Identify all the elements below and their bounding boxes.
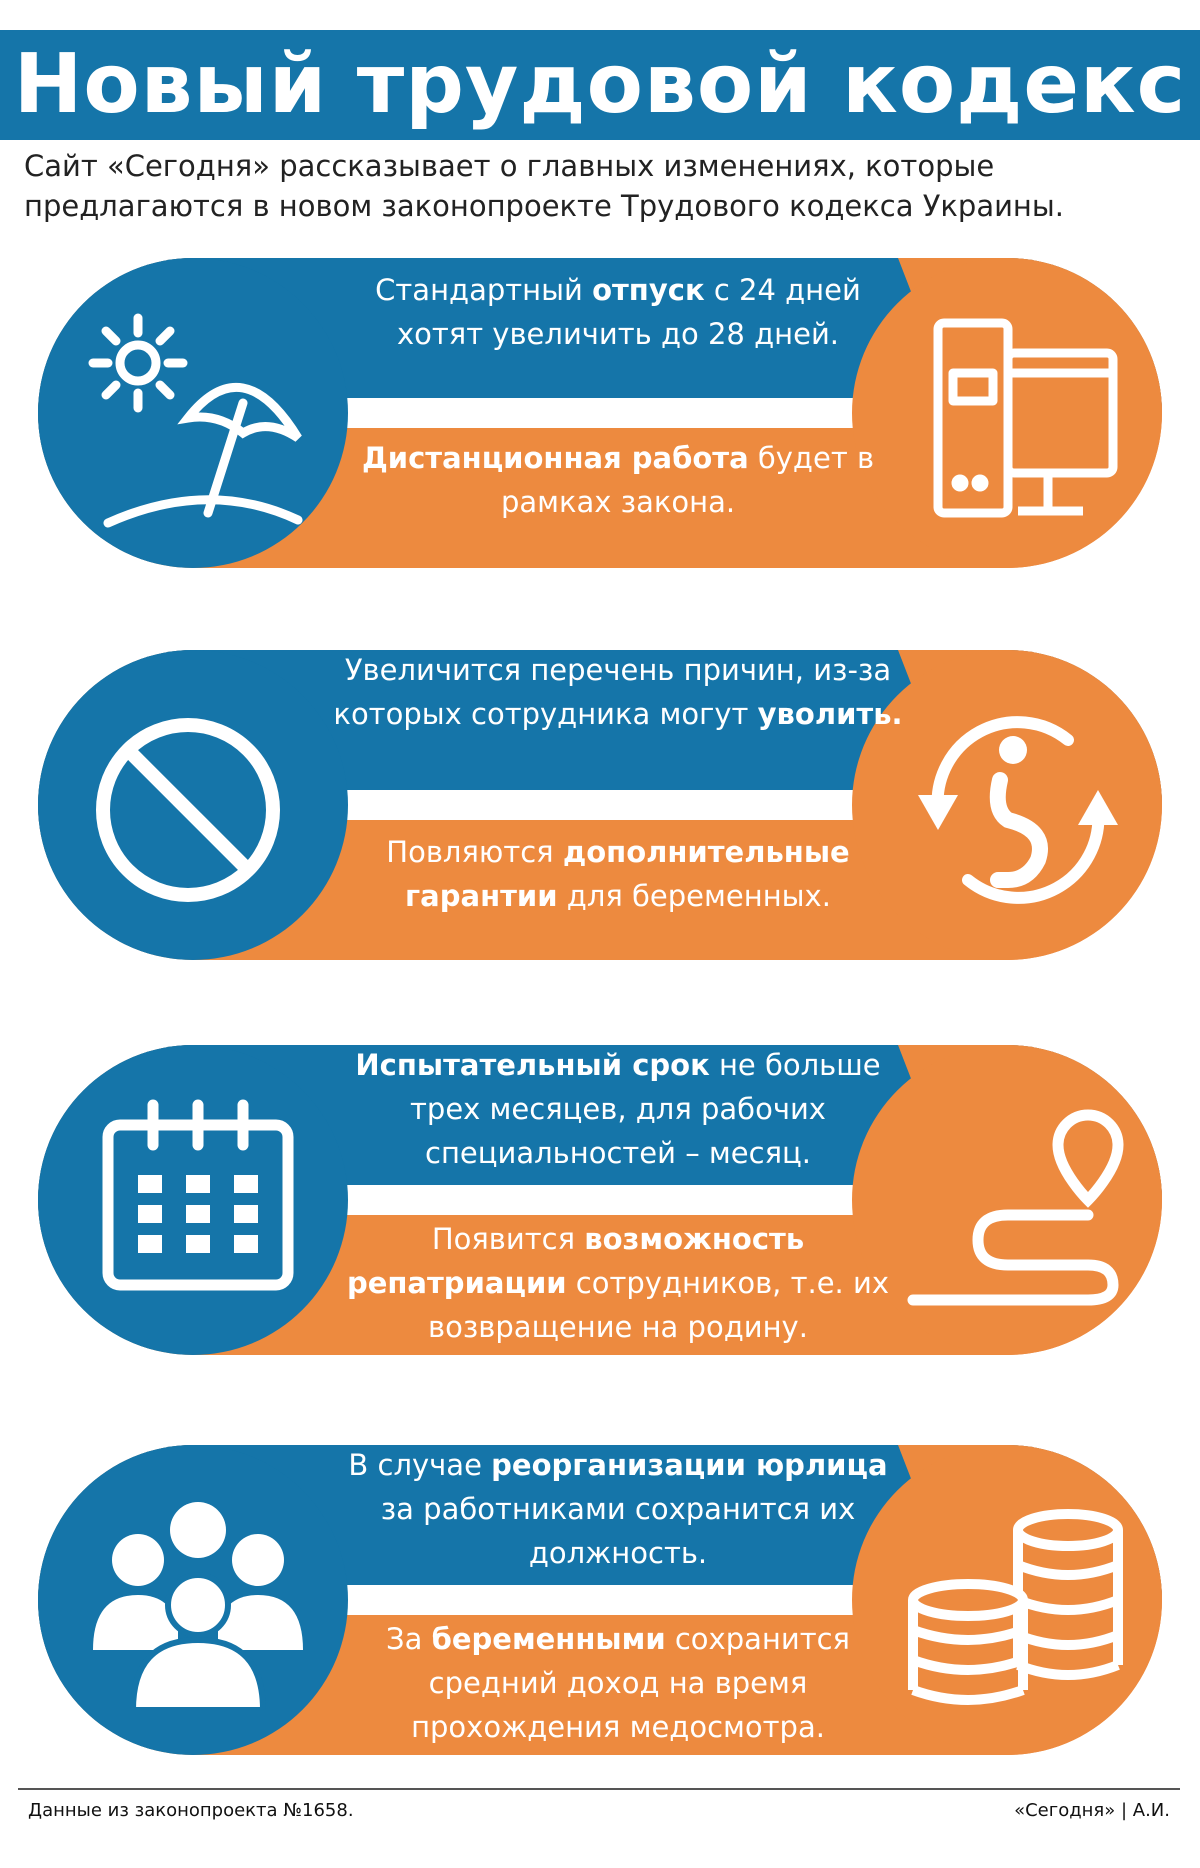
info-block-4 xyxy=(38,1445,1162,1755)
route-pin-icon xyxy=(898,1095,1138,1315)
pregnant-woman-icon xyxy=(898,700,1138,920)
info-block-2 xyxy=(38,650,1162,960)
block-1-bottom-text: Дистанционная работа будет в рамках закона. xyxy=(361,441,875,519)
intro-text: Сайт «Сегодня» рассказывает о главных изменениях, которые предлагаются в новом законопроекте Трудового кодекса Украины. xyxy=(24,149,1065,223)
info-block-3 xyxy=(38,1045,1162,1355)
page-title: Новый трудовой кодекс xyxy=(13,37,1187,132)
prohibited-icon xyxy=(88,710,288,910)
block-4-bottom-text: За беременными сохранится средний доход на время прохождения медосмотра. xyxy=(386,1622,850,1744)
block-2-bottom-text: Повляются дополнительные гарантии для беременных. xyxy=(386,835,850,913)
block-2-top-text: Увеличится перечень причин, из-за которых сотрудника могут уволить. xyxy=(333,653,903,731)
block-4-top-text: В случае реорганизации юрлица за работниками сохранится их должность. xyxy=(348,1448,888,1570)
block-3-top-text: Испытательный срок не больше трех месяцев, для рабочих специальностей – месяц. xyxy=(355,1048,881,1170)
title-banner xyxy=(0,30,1200,140)
block-3-bottom-text: Появится возможность репатриации сотрудников, т.е. их возвращение на родину. xyxy=(346,1222,890,1344)
footer-source: Данные из законопроекта №1658. xyxy=(28,1800,354,1821)
info-block-1 xyxy=(38,258,1162,568)
people-group-icon xyxy=(78,1500,318,1710)
calendar-icon xyxy=(93,1090,303,1300)
block-1-top-text: Стандартный отпуск с 24 дней хотят увеличить до 28 дней. xyxy=(375,273,861,351)
sun-umbrella-icon xyxy=(68,288,318,538)
coins-stack-icon xyxy=(898,1495,1138,1715)
computer-icon xyxy=(898,293,1138,533)
footer-divider xyxy=(18,1788,1180,1790)
footer-credit: «Сегодня» | А.И. xyxy=(1014,1800,1170,1821)
